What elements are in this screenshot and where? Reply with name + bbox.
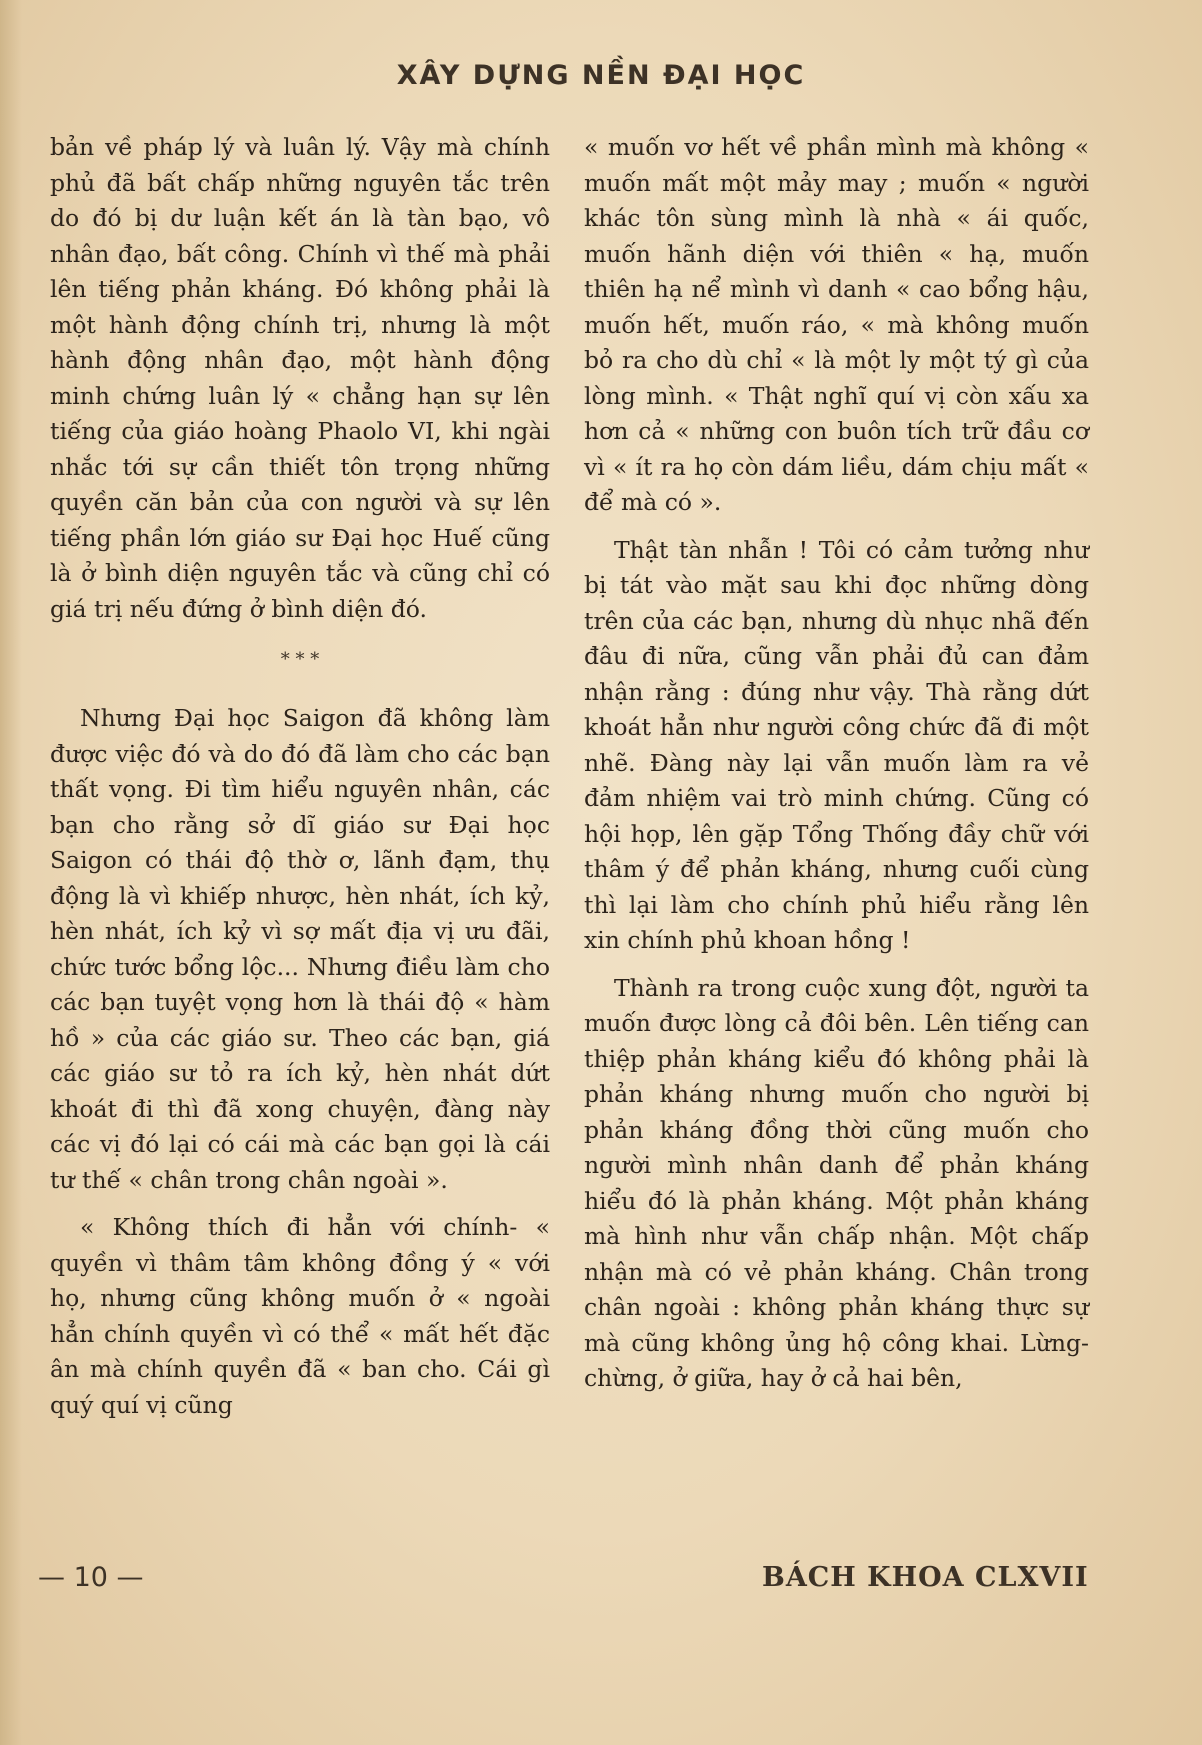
left-paragraph-3: « Không thích đi hẳn với chính- « quyền vì thâm tâm không đồng ý « với họ, nhưng cũng không muốn ở « ngoài hẳn chính quyền vì có thể « mất hết đặc ân mà chính quyền đã « ban cho. Cái gì quý quí vị cũng [50,1213,550,1419]
journal-issue: BÁCH KHOA CLXVII [762,1562,1089,1593]
section-separator: * * * [280,649,320,670]
left-paragraph-2: Nhưng Đại học Saigon đã không làm được việc đó và do đó đã làm cho các bạn thất vọng. Đi tìm hiểu nguyên nhân, các bạn cho rằng sở dĩ giáo sư Đại học Saigon có thái độ thờ ơ, lãnh đạm, thụ động là vì khiếp nhược, hèn nhát, ích kỷ, hèn nhát, ích kỷ vì sợ mất địa vị ưu đãi, chức tước bổng lộc... Nhưng điều làm cho các bạn tuyệt vọng hơn là thái độ « hàm hồ » của các giáo sư. Theo các bạn, giá các giáo sư tỏ ra ích kỷ, hèn nhát dứt khoát đi thì đã xong chuyện, đàng này các vị đó lại có cái mà các bạn gọi là cái tư thế « chân trong chân ngoài ». [50,704,550,1194]
right-paragraph-2: Thật tàn nhẫn ! Tôi có cảm tưởng như bị tát vào mặt sau khi đọc những dòng trên của các bạn, nhưng dù nhục nhã đến đâu đi nữa, cũng vẫn phải đủ can đảm nhận rằng : đúng như vậy. Thà rằng dứt khoát hẳn như người công chức đã đi một nhẽ. Đàng này lại vẫn muốn làm ra vẻ đảm nhiệm vai trò minh chứng. Cũng có hội họp, lên gặp Tổng Thống đầy chữ với thâm ý để phản kháng, nhưng cuối cùng thì lại làm cho chính phủ hiểu rằng lên xin chính phủ khoan hồng ! [584,535,1089,954]
right-paragraph-3: Thành ra trong cuộc xung đột, người ta muốn được lòng cả đôi bên. Lên tiếng can thiệp phản kháng kiểu đó không phải là phản kháng nhưng muốn cho người bị phản kháng đồng thời cũng muốn cho người mình nhân danh để phản kháng hiểu đó là phản kháng. Một phản kháng mà hình như vẫn chấp nhận. Một chấp nhận mà có vẻ phản kháng. Chân trong chân ngoài : không phản kháng thực sự mà cũng không ủng hộ công khai. Lừng- chừng, ở giữa, hay ở cả hai bên, [584,973,1089,1392]
left-column [50,130,550,1423]
running-title: XÂY DỰNG NỀN ĐẠI HỌC [396,60,806,91]
right-paragraph-1: « muốn vơ hết về phần mình mà không « muốn mất một mảy may ; muốn « người khác tôn sùng mình là nhà « ái quốc, muốn hãnh diện với thiên « hạ, muốn thiên hạ nể mình vì danh « cao bổng hậu, muốn hết, muốn ráo, « mà không muốn bỏ ra cho dù chỉ « là một ly một tý gì của lòng mình. « Thật nghĩ quí vị còn xấu xa hơn cả « những con buôn tích trữ đầu cơ vì « ít ra họ còn dám liều, dám chịu mất « để mà có ». [584,133,1089,516]
left-paragraph-1: bản về pháp lý và luân lý. Vậy mà chính phủ đã bất chấp những nguyên tắc trên do đó bị dư luận kết án là tàn bạo, vô nhân đạo, bất công. Chính vì thế mà phải lên tiếng phản kháng. Đó không phải là một hành động chính trị, nhưng là một hành động nhân đạo, một hành động minh chứng luân lý « chẳng hạn sự lên tiếng của giáo hoàng Phaolo VI, khi ngài nhắc tới sự cần thiết tôn trọng những quyền căn bản của con người và sự lên tiếng phần lớn giáo sư Đại học Huế cũng là ở bình diện nguyên tắc và cũng chỉ có giá trị nếu đứng ở bình diện đó. [50,133,550,623]
right-column [584,130,1089,1397]
page-edge-shadow [0,0,22,1745]
page-number: — 10 — [38,1562,144,1593]
